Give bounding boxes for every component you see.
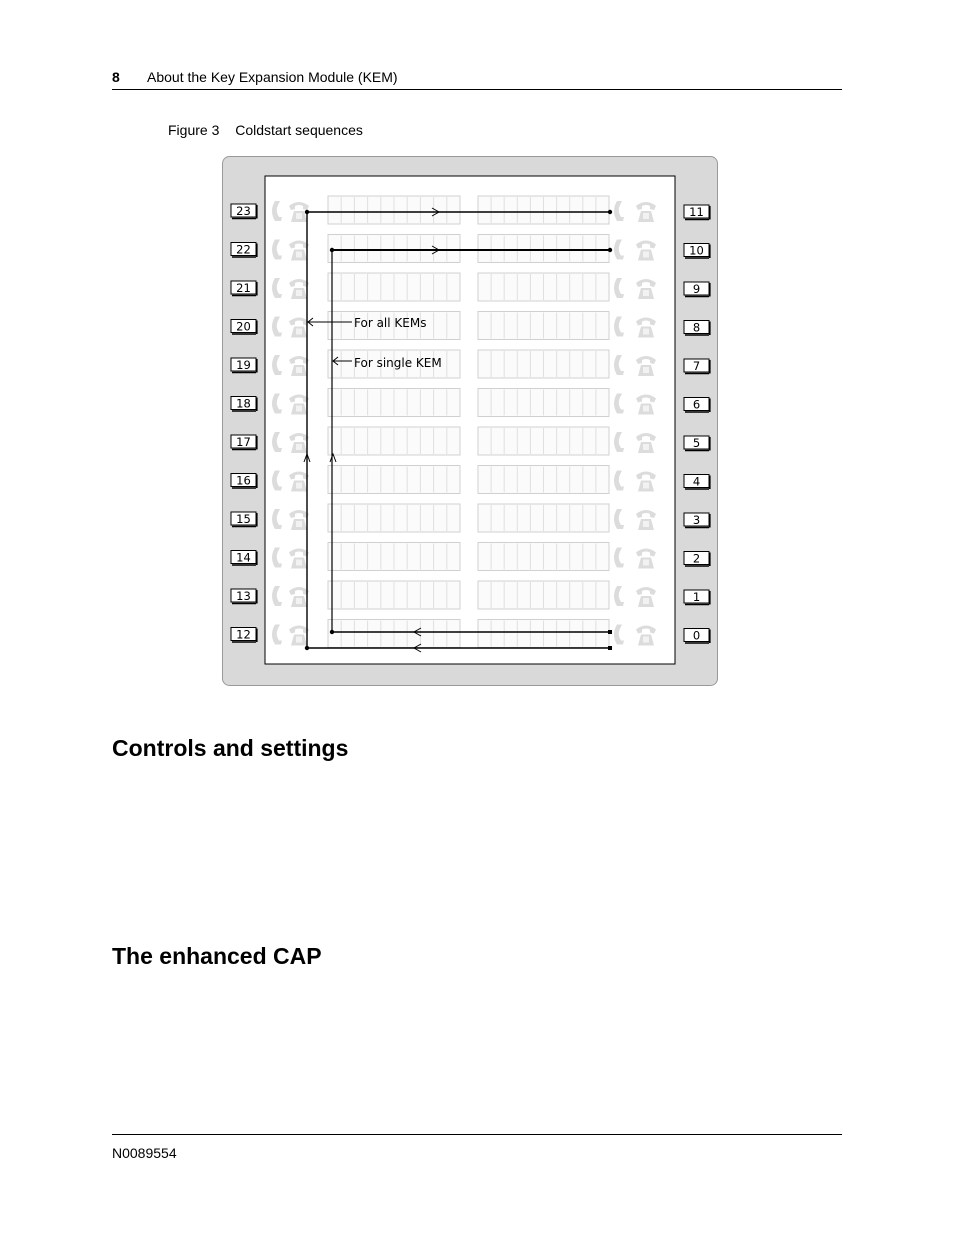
key-number-label: 5 — [692, 436, 701, 450]
lcd-display-strip — [478, 504, 609, 532]
page-number: 8 — [112, 69, 120, 85]
right-key-4 — [684, 475, 710, 490]
footer-rule — [112, 1134, 842, 1135]
sequence-node — [330, 630, 334, 634]
left-key-17 — [231, 435, 257, 450]
section-heading-controls: Controls and settings — [112, 735, 349, 761]
label-for-all-kems: For all KEMs — [354, 316, 427, 330]
right-key-5 — [684, 436, 710, 451]
lcd-display-strip — [478, 350, 609, 378]
right-key-0 — [684, 629, 710, 644]
left-key-12 — [231, 628, 257, 643]
lcd-display-strip — [328, 427, 460, 455]
key-number-label: 2 — [692, 551, 701, 566]
header-rule — [112, 89, 842, 90]
key-number-label: 1 — [692, 590, 701, 604]
lcd-display-strip — [328, 543, 460, 571]
document-id: N0089554 — [112, 1145, 177, 1161]
right-key-11 — [684, 205, 710, 220]
key-number-label: 21 — [236, 281, 251, 295]
key-number-label: 23 — [236, 204, 251, 218]
left-key-23 — [231, 204, 257, 219]
key-number-label: 17 — [236, 435, 251, 449]
sequence-node — [608, 646, 612, 650]
key-number-label: 20 — [236, 319, 251, 334]
key-number-label: 10 — [689, 243, 704, 258]
label-for-single-kem: For single KEM — [354, 356, 442, 370]
lcd-display-strip — [328, 581, 460, 609]
key-number-label: 0 — [692, 628, 701, 643]
right-key-7 — [684, 359, 710, 374]
key-number-label: 11 — [689, 205, 704, 219]
right-key-2 — [684, 552, 710, 567]
key-number-label: 18 — [236, 396, 251, 411]
left-key-15 — [231, 512, 257, 527]
key-number-label: 12 — [236, 627, 251, 642]
figure-caption — [168, 122, 363, 138]
lcd-display-strip — [328, 273, 460, 301]
right-key-3 — [684, 513, 710, 528]
section-heading-enhanced-cap: The enhanced CAP — [112, 943, 322, 969]
lcd-display-strip — [328, 620, 460, 648]
key-number-label: 8 — [692, 320, 701, 335]
left-key-22 — [231, 243, 257, 258]
lcd-display-strip — [478, 389, 609, 417]
left-key-19 — [231, 358, 257, 373]
lcd-display-strip — [328, 504, 460, 532]
sequence-node — [608, 210, 612, 214]
figure-number: Figure 3 — [168, 122, 220, 138]
key-number-label: 4 — [692, 474, 701, 489]
key-number-label: 9 — [692, 282, 701, 296]
lcd-display-strip — [478, 466, 609, 494]
kem-coldstart-figure — [222, 156, 718, 686]
lcd-display-strip — [328, 389, 460, 417]
sequence-node — [305, 646, 309, 650]
key-number-label: 14 — [236, 550, 251, 565]
lcd-display-strip — [478, 273, 609, 301]
key-number-label: 16 — [236, 473, 251, 488]
lcd-display-strip — [478, 581, 609, 609]
left-key-20 — [231, 320, 257, 335]
lcd-display-strip — [478, 312, 609, 340]
key-number-label: 6 — [692, 397, 701, 412]
key-number-label: 13 — [236, 589, 251, 603]
left-key-16 — [231, 474, 257, 489]
lcd-display-strip — [478, 427, 609, 455]
right-key-1 — [684, 590, 710, 605]
header-title: About the Key Expansion Module (KEM) — [147, 69, 398, 85]
right-key-6 — [684, 398, 710, 413]
lcd-display-strip — [478, 235, 609, 263]
left-key-21 — [231, 281, 257, 296]
lcd-display-strip — [478, 620, 609, 648]
left-key-13 — [231, 589, 257, 604]
lcd-display-strip — [328, 466, 460, 494]
key-number-label: 22 — [236, 242, 251, 257]
sequence-node — [608, 630, 612, 634]
sequence-node — [608, 248, 612, 252]
key-number-label: 19 — [236, 358, 251, 372]
figure-caption-text: Coldstart sequences — [235, 122, 363, 138]
key-number-label: 7 — [692, 359, 701, 373]
lcd-display-strip — [328, 196, 460, 224]
lcd-display-strip — [328, 235, 460, 263]
right-key-10 — [684, 244, 710, 259]
key-number-label: 15 — [236, 512, 251, 526]
lcd-display-strip — [478, 543, 609, 571]
right-key-8 — [684, 321, 710, 336]
left-key-18 — [231, 397, 257, 412]
left-key-14 — [231, 551, 257, 566]
right-key-9 — [684, 282, 710, 297]
key-number-label: 3 — [692, 513, 701, 527]
lcd-display-strip — [478, 196, 609, 224]
